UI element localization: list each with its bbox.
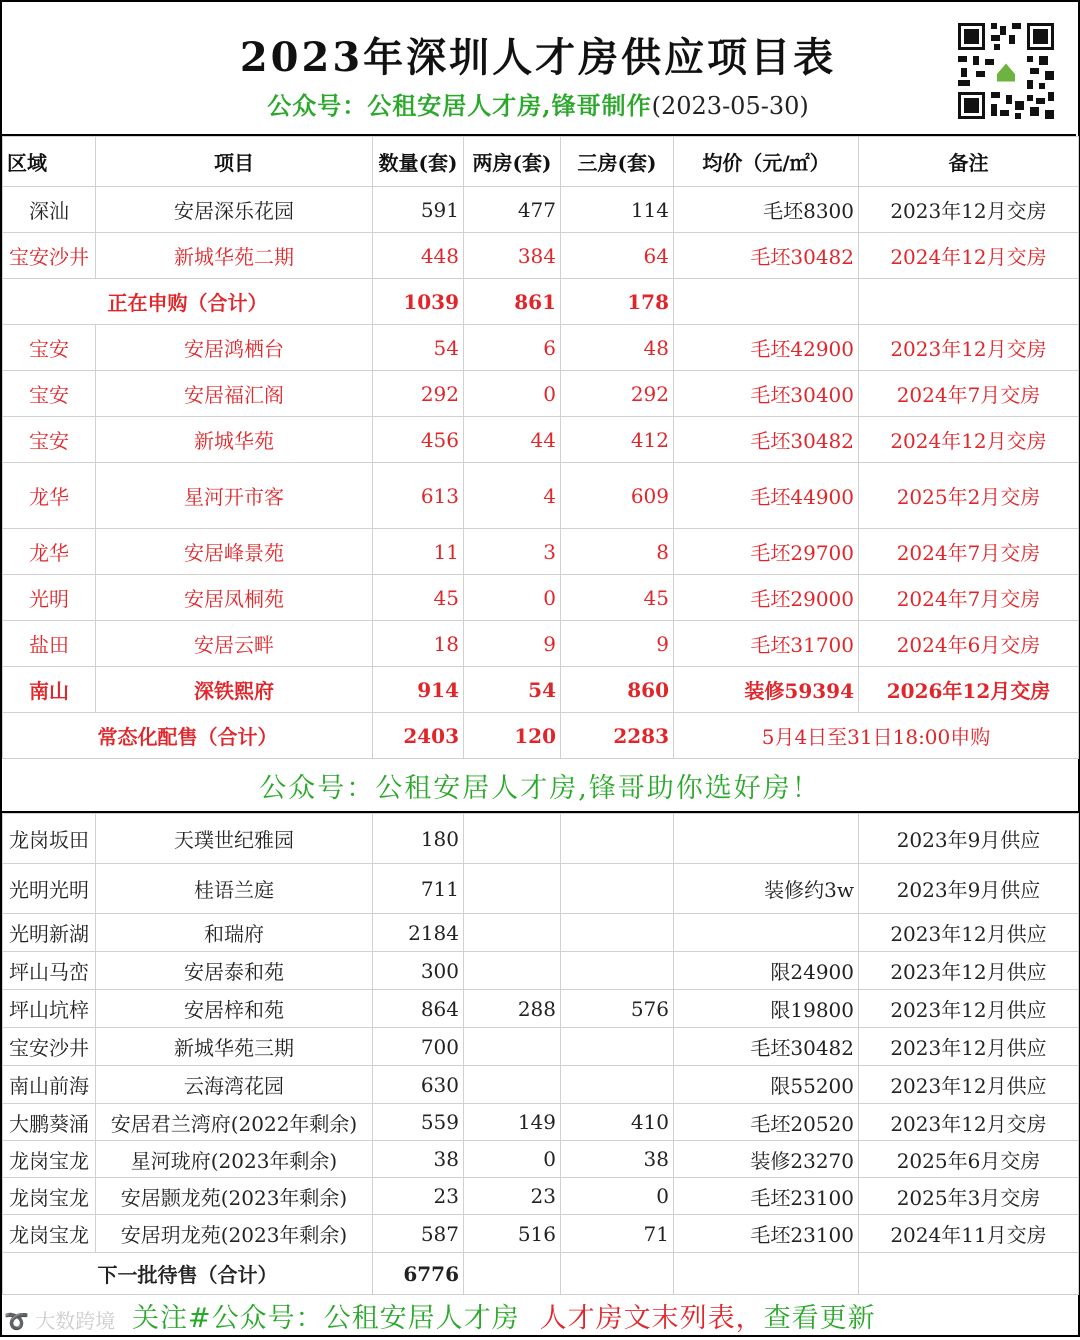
- cell-area: 南山前海: [3, 1066, 96, 1104]
- cell-three-room: 576: [561, 990, 674, 1028]
- cell-project: 安居峰景苑: [96, 529, 373, 575]
- cell-three-room: [561, 864, 674, 914]
- cell-price: 毛坯23100: [674, 1178, 859, 1215]
- column-header: 项目: [96, 137, 373, 187]
- cell-price: [674, 814, 859, 864]
- cell-two-room: 288: [464, 990, 561, 1028]
- cell-note: 2024年7月交房: [859, 371, 1079, 417]
- cell-project: 安居云畔: [96, 621, 373, 667]
- page-subtitle: [0, 86, 1076, 121]
- empty-cell: [464, 1253, 561, 1295]
- cell-area: 龙岗坂田: [3, 814, 96, 864]
- page-title: 2023年深圳人才房供应项目表: [239, 34, 837, 81]
- cell-two-room: [464, 1028, 561, 1066]
- cell-qty: 613: [373, 463, 464, 529]
- cell-price: 毛坯44900: [674, 463, 859, 529]
- table-row: [3, 1104, 1079, 1141]
- cell-qty: 591: [373, 187, 464, 233]
- cell-project: 安居玥龙苑(2023年剩余): [96, 1215, 373, 1253]
- subtotal-three-room: 2283: [561, 713, 674, 759]
- cell-two-room: 4: [464, 463, 561, 529]
- table-row: [3, 990, 1079, 1028]
- cell-area: 龙岗宝龙: [3, 1141, 96, 1178]
- cell-note: 2024年6月交房: [859, 621, 1079, 667]
- cell-area: 坪山坑梓: [3, 990, 96, 1028]
- cell-three-room: 9: [561, 621, 674, 667]
- empty-cell: [859, 1253, 1079, 1295]
- cell-price: 限55200: [674, 1066, 859, 1104]
- cell-area: 龙岗宝龙: [3, 1215, 96, 1253]
- cell-three-room: [561, 1028, 674, 1066]
- table-row: [3, 914, 1079, 952]
- supply-table-upper: [2, 136, 1079, 759]
- cell-three-room: 410: [561, 1104, 674, 1141]
- cell-project: 安居鸿栖台: [96, 325, 373, 371]
- cell-two-room: 23: [464, 1178, 561, 1215]
- cell-area: 深汕: [3, 187, 96, 233]
- cell-three-room: 71: [561, 1215, 674, 1253]
- cell-project: 深铁熙府: [96, 667, 373, 713]
- column-header: 两房(套): [464, 137, 561, 187]
- subtotal-qty: 6776: [373, 1253, 464, 1295]
- table-row: [3, 463, 1079, 529]
- cell-price: 毛坯30482: [674, 1028, 859, 1066]
- cell-project: 安居泰和苑: [96, 952, 373, 990]
- cell-note: 2024年7月交房: [859, 575, 1079, 621]
- column-header: 备注: [859, 137, 1079, 187]
- cell-note: 2024年12月交房: [859, 233, 1079, 279]
- cell-three-room: 48: [561, 325, 674, 371]
- cell-price: 限19800: [674, 990, 859, 1028]
- cell-note: 2025年6月交房: [859, 1141, 1079, 1178]
- cell-price: 限24900: [674, 952, 859, 990]
- cell-two-room: 384: [464, 233, 561, 279]
- table-row: [3, 621, 1079, 667]
- cell-three-room: 45: [561, 575, 674, 621]
- footer: [2, 1298, 1078, 1336]
- subtotal-note: 5月4日至31日18:00申购: [674, 713, 1079, 759]
- cell-note: 2024年12月交房: [859, 417, 1079, 463]
- cell-three-room: [561, 1066, 674, 1104]
- cell-price: 毛坯23100: [674, 1215, 859, 1253]
- cell-project: 新城华苑二期: [96, 233, 373, 279]
- cell-three-room: 8: [561, 529, 674, 575]
- cell-note: 2023年9月供应: [859, 864, 1079, 914]
- cell-two-room: [464, 952, 561, 990]
- table-header: [3, 137, 1079, 187]
- cell-note: 2025年3月交房: [859, 1178, 1079, 1215]
- cell-note: 2023年12月交房: [859, 187, 1079, 233]
- cell-qty: 700: [373, 1028, 464, 1066]
- cell-qty: 448: [373, 233, 464, 279]
- cell-price: 装修59394: [674, 667, 859, 713]
- cell-note: 2026年12月交房: [859, 667, 1079, 713]
- footer-follow: 关注#公众号：公租安居人才房: [132, 1303, 520, 1334]
- table-row: [3, 575, 1079, 621]
- table-row: [3, 1066, 1079, 1104]
- cell-area: 龙岗宝龙: [3, 1178, 96, 1215]
- cell-note: 2023年12月交房: [859, 1104, 1079, 1141]
- cell-qty: 456: [373, 417, 464, 463]
- cell-area: 光明光明: [3, 864, 96, 914]
- cell-two-room: 477: [464, 187, 561, 233]
- cell-price: 毛坯29000: [674, 575, 859, 621]
- cell-two-room: 9: [464, 621, 561, 667]
- footer-list: 人才房文末列表，: [539, 1303, 764, 1334]
- footer-update: 查看更新: [763, 1303, 876, 1334]
- subtotal-label: 常态化配售（合计）: [3, 713, 373, 759]
- cell-note: 2023年9月供应: [859, 814, 1079, 864]
- subtitle-account: 公众号：公租安居人才房,锋哥制作: [267, 91, 652, 120]
- cell-qty: 45: [373, 575, 464, 621]
- header: [0, 0, 1076, 136]
- cell-project: 安居梓和苑: [96, 990, 373, 1028]
- cell-area: 盐田: [3, 621, 96, 667]
- cell-project: 安居凤桐苑: [96, 575, 373, 621]
- cell-area: 宝安沙井: [3, 233, 96, 279]
- cell-area: 龙华: [3, 463, 96, 529]
- cell-area: 宝安: [3, 417, 96, 463]
- subtotal-row: [3, 1253, 1079, 1295]
- table-row: [3, 371, 1079, 417]
- subtotal-qty: 1039: [373, 279, 464, 325]
- cell-two-room: 0: [464, 371, 561, 417]
- empty-cell: [859, 279, 1079, 325]
- subtotal-row: [3, 713, 1079, 759]
- cell-price: 毛坯30482: [674, 233, 859, 279]
- cell-two-room: 3: [464, 529, 561, 575]
- cell-price: 毛坯29700: [674, 529, 859, 575]
- subtotal-row: [3, 279, 1079, 325]
- cell-three-room: [561, 952, 674, 990]
- cell-project: 安居福汇阁: [96, 371, 373, 417]
- subtotal-three-room: 178: [561, 279, 674, 325]
- subtotal-two-room: 120: [464, 713, 561, 759]
- cell-area: 坪山马峦: [3, 952, 96, 990]
- cell-three-room: 0: [561, 1178, 674, 1215]
- table-row: [3, 233, 1079, 279]
- cell-project: 桂语兰庭: [96, 864, 373, 914]
- cell-qty: 914: [373, 667, 464, 713]
- cell-three-room: 64: [561, 233, 674, 279]
- cell-note: 2024年7月交房: [859, 529, 1079, 575]
- cell-area: 光明: [3, 575, 96, 621]
- subtitle-date: (2023-05-30): [651, 92, 809, 120]
- cell-project: 云海湾花园: [96, 1066, 373, 1104]
- cell-note: 2023年12月供应: [859, 952, 1079, 990]
- cell-qty: 864: [373, 990, 464, 1028]
- watermark-icon: ➰: [4, 1309, 36, 1333]
- cell-area: 南山: [3, 667, 96, 713]
- column-header: 数量(套): [373, 137, 464, 187]
- cell-note: 2023年12月供应: [859, 914, 1079, 952]
- cell-project: 新城华苑三期: [96, 1028, 373, 1066]
- cell-note: 2023年12月供应: [859, 1066, 1079, 1104]
- cell-project: 安居深乐花园: [96, 187, 373, 233]
- cell-three-room: [561, 914, 674, 952]
- cell-area: 龙华: [3, 529, 96, 575]
- cell-area: 宝安沙井: [3, 1028, 96, 1066]
- empty-cell: [674, 1253, 859, 1295]
- cell-note: 2023年12月交房: [859, 325, 1079, 371]
- column-header: 三房(套): [561, 137, 674, 187]
- cell-price: 毛坯42900: [674, 325, 859, 371]
- cell-two-room: 516: [464, 1215, 561, 1253]
- cell-project: 天璞世纪雅园: [96, 814, 373, 864]
- cell-three-room: 609: [561, 463, 674, 529]
- cell-qty: 11: [373, 529, 464, 575]
- cell-qty: 54: [373, 325, 464, 371]
- cell-area: 光明新湖: [3, 914, 96, 952]
- empty-cell: [561, 1253, 674, 1295]
- cell-qty: 23: [373, 1178, 464, 1215]
- cell-area: 宝安: [3, 371, 96, 417]
- supply-table-lower: [2, 813, 1079, 1295]
- cell-two-room: [464, 1066, 561, 1104]
- cell-price: 毛坯8300: [674, 187, 859, 233]
- cell-price: 毛坯31700: [674, 621, 859, 667]
- subtotal-qty: 2403: [373, 713, 464, 759]
- cell-qty: 711: [373, 864, 464, 914]
- cell-three-room: 292: [561, 371, 674, 417]
- cell-qty: 2184: [373, 914, 464, 952]
- cell-qty: 292: [373, 371, 464, 417]
- cell-price: 装修23270: [674, 1141, 859, 1178]
- cell-two-room: 149: [464, 1104, 561, 1141]
- cell-two-room: [464, 864, 561, 914]
- promo-banner: 公众号：公租安居人才房,锋哥助你选好房！: [2, 763, 1078, 813]
- table-row: [3, 529, 1079, 575]
- table-row: [3, 1178, 1079, 1215]
- cell-two-room: [464, 914, 561, 952]
- table-row: [3, 1141, 1079, 1178]
- cell-price: [674, 914, 859, 952]
- cell-area: 大鹏葵涌: [3, 1104, 96, 1141]
- cell-three-room: 114: [561, 187, 674, 233]
- cell-qty: 630: [373, 1066, 464, 1104]
- cell-qty: 300: [373, 952, 464, 990]
- cell-project: 星河珑府(2023年剩余): [96, 1141, 373, 1178]
- cell-area: 宝安: [3, 325, 96, 371]
- cell-note: 2023年12月供应: [859, 990, 1079, 1028]
- cell-three-room: 412: [561, 417, 674, 463]
- cell-three-room: 860: [561, 667, 674, 713]
- cell-two-room: 44: [464, 417, 561, 463]
- empty-cell: [674, 279, 859, 325]
- table-row: [3, 1215, 1079, 1253]
- cell-project: 安居颢龙苑(2023年剩余): [96, 1178, 373, 1215]
- cell-qty: 559: [373, 1104, 464, 1141]
- subtotal-label: 下一批待售（合计）: [3, 1253, 373, 1295]
- table-row: [3, 1028, 1079, 1066]
- table-row: [3, 952, 1079, 990]
- cell-two-room: 6: [464, 325, 561, 371]
- cell-note: 2023年12月供应: [859, 1028, 1079, 1066]
- cell-two-room: 0: [464, 575, 561, 621]
- cell-qty: 587: [373, 1215, 464, 1253]
- cell-note: 2024年11月交房: [859, 1215, 1079, 1253]
- cell-price: 毛坯20520: [674, 1104, 859, 1141]
- cell-qty: 18: [373, 621, 464, 667]
- column-header: 均价（元/㎡）: [674, 137, 859, 187]
- table-row: [3, 667, 1079, 713]
- table-row: [3, 417, 1079, 463]
- cell-three-room: 38: [561, 1141, 674, 1178]
- table-row: [3, 187, 1079, 233]
- cell-two-room: [464, 814, 561, 864]
- cell-three-room: [561, 814, 674, 864]
- cell-project: 星河开市客: [96, 463, 373, 529]
- table-row: [3, 814, 1079, 864]
- cell-price: 毛坯30400: [674, 371, 859, 417]
- qr-code-icon: [955, 20, 1057, 122]
- table-row: [3, 325, 1079, 371]
- cell-project: 和瑞府: [96, 914, 373, 952]
- subtotal-two-room: 861: [464, 279, 561, 325]
- cell-price: 毛坯30482: [674, 417, 859, 463]
- cell-project: 新城华苑: [96, 417, 373, 463]
- column-header: 区域: [3, 137, 96, 187]
- cell-two-room: 0: [464, 1141, 561, 1178]
- cell-qty: 38: [373, 1141, 464, 1178]
- watermark: ➰ 大数跨境: [4, 1309, 116, 1333]
- subtotal-label: 正在申购（合计）: [3, 279, 373, 325]
- cell-two-room: 54: [464, 667, 561, 713]
- cell-project: 安居君兰湾府(2022年剩余): [96, 1104, 373, 1141]
- cell-qty: 180: [373, 814, 464, 864]
- table-row: [3, 864, 1079, 914]
- cell-note: 2025年2月交房: [859, 463, 1079, 529]
- cell-price: 装修约3w: [674, 864, 859, 914]
